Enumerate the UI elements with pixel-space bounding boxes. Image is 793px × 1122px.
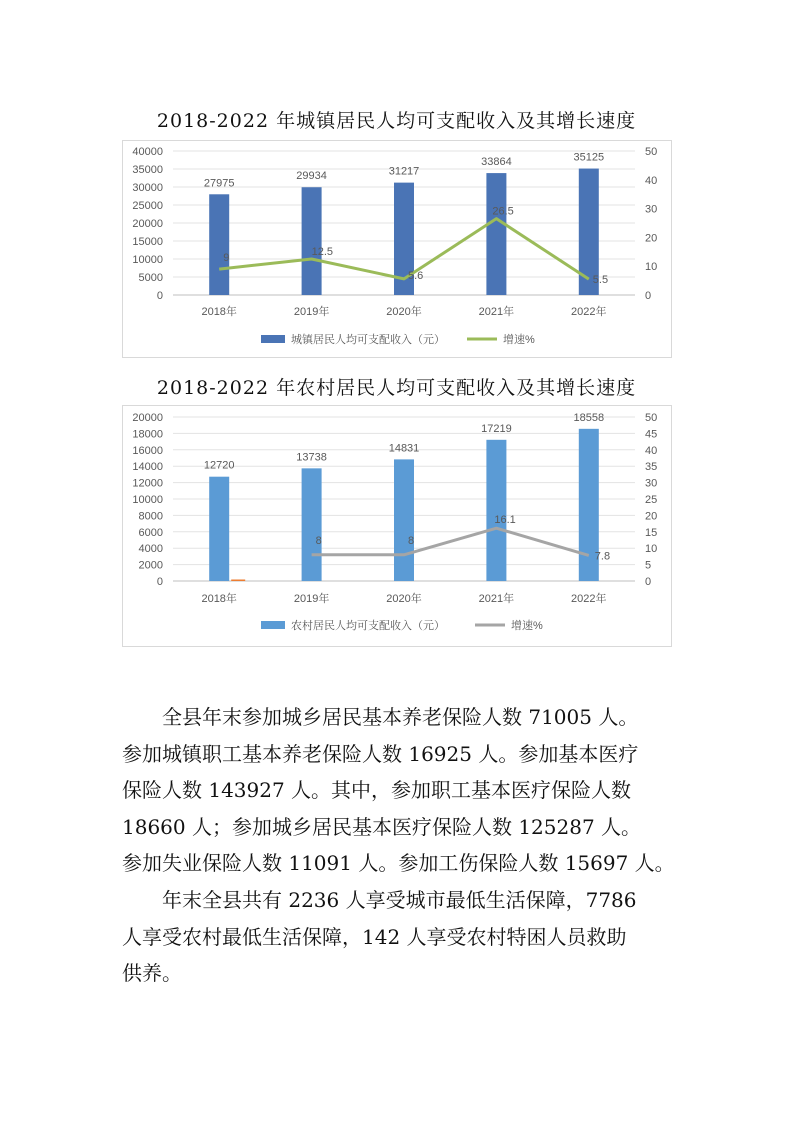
y-tick-label: 20000: [132, 218, 163, 230]
y2-tick-label: 25: [645, 494, 658, 506]
y2-tick-label: 30: [645, 203, 658, 216]
urban-income-chart-svg: [123, 141, 671, 357]
growth-value-label: 8: [408, 534, 415, 547]
y2-tick-label: 5: [645, 559, 652, 572]
paragraph-line: 供养。: [122, 961, 182, 986]
legend-bar-label: 农村居民人均可支配收入（元）: [291, 620, 445, 632]
growth-value-label: 5.5: [592, 274, 609, 287]
income-bar: [486, 173, 506, 295]
y2-tick-label: 35: [645, 461, 658, 474]
bar-value-label: 13738: [296, 451, 327, 464]
bar-value-label: 18558: [573, 411, 605, 424]
y-tick-label: 8000: [138, 510, 163, 523]
rural-income-chart: [122, 405, 672, 647]
y2-tick-label: 40: [645, 174, 658, 187]
x-category-label: 2019年: [293, 306, 330, 318]
y-tick-label: 4000: [138, 543, 163, 556]
bar-value-label: 29934: [296, 170, 327, 183]
y-tick-label: 30000: [132, 182, 163, 194]
income-bar: [486, 440, 506, 581]
paragraph-line: 参加城镇职工基本养老保险人数 16925 人。参加基本医疗: [122, 741, 639, 766]
x-category-label: 2021年: [478, 306, 515, 318]
y-tick-label: 18000: [132, 428, 163, 441]
bar-value-label: 33864: [481, 156, 512, 169]
y-tick-label: 10000: [132, 494, 163, 506]
y-tick-label: 0: [156, 576, 163, 588]
y-tick-label: 12000: [132, 477, 163, 490]
y2-tick-label: 50: [645, 146, 658, 158]
y2-tick-label: 15: [645, 526, 658, 539]
y-tick-label: 15000: [132, 236, 163, 248]
growth-value-label: 5.6: [408, 269, 424, 282]
legend-bar-swatch: [261, 335, 285, 343]
urban-income-chart-title: 2018-2022 年城镇居民人均可支配收入及其增长速度: [156, 110, 637, 132]
y-tick-label: 40000: [132, 146, 163, 158]
x-category-label: 2021年: [478, 593, 515, 605]
rural-income-chart-svg: [123, 406, 671, 646]
x-category-label: 2020年: [386, 306, 422, 318]
y-tick-label: 0: [156, 290, 163, 302]
y2-tick-label: 10: [645, 261, 658, 274]
x-category-label: 2020年: [386, 593, 422, 605]
paragraph-line: 18660 人；参加城乡居民基本医疗保险人数 125287 人。: [122, 814, 642, 839]
bar-value-label: 14831: [388, 442, 420, 455]
y-tick-label: 6000: [138, 526, 163, 539]
y2-tick-label: 0: [645, 576, 652, 588]
insurance-paragraph: [122, 699, 675, 882]
x-category-label: 2022年: [571, 593, 607, 605]
growth-value-label: 26.5: [492, 205, 514, 218]
paragraph-line: 年末全县共有 2236 人享受城市最低生活保障，7786: [122, 888, 637, 912]
x-category-label: 2019年: [293, 593, 330, 605]
subsistence-paragraph: [122, 882, 670, 992]
growth-value-label: 7.8: [594, 550, 611, 563]
y2-tick-label: 30: [645, 477, 658, 490]
y2-tick-label: 10: [645, 543, 658, 556]
bar-value-label: 31217: [388, 165, 420, 178]
growth-value-label: 8: [315, 534, 322, 547]
bar-value-label: 17219: [481, 422, 512, 435]
y-tick-label: 2000: [138, 559, 163, 572]
paragraph-line: 参加失业保险人数 11091 人。参加工伤保险人数 15697 人。: [122, 851, 675, 876]
growth-value-label: 9: [223, 252, 230, 265]
income-bar: [209, 477, 229, 581]
growth-stub-marker: [231, 580, 245, 582]
y-tick-label: 14000: [132, 461, 163, 474]
y-tick-label: 16000: [132, 444, 163, 457]
y-tick-label: 25000: [132, 200, 163, 212]
legend-line-label: 增速%: [503, 334, 535, 346]
y2-tick-label: 40: [645, 444, 658, 457]
y-tick-label: 10000: [132, 254, 163, 266]
y-tick-label: 35000: [132, 164, 163, 176]
income-bar: [302, 468, 322, 581]
y-tick-label: 5000: [138, 272, 163, 284]
income-bar: [394, 459, 414, 581]
paragraph-line: 人享受农村最低生活保障，142 人享受农村特困人员救助: [122, 924, 627, 949]
y2-tick-label: 50: [645, 412, 658, 424]
rural-income-chart-title: 2018-2022 年农村居民人均可支配收入及其增长速度: [156, 377, 637, 399]
y-tick-label: 20000: [132, 412, 163, 424]
y2-tick-label: 20: [645, 510, 658, 523]
y2-tick-label: 20: [645, 232, 658, 245]
bar-value-label: 35125: [573, 151, 605, 164]
bar-value-label: 27975: [203, 177, 235, 190]
urban-income-chart: [122, 140, 672, 358]
paragraph-line: 保险人数 143927 人。其中，参加职工基本医疗保险人数: [122, 778, 632, 803]
y2-tick-label: 0: [645, 290, 652, 302]
paragraph-line: 全县年末参加城乡居民基本养老保险人数 71005 人。: [122, 705, 639, 729]
x-category-label: 2018年: [201, 593, 237, 605]
legend-line-label: 增速%: [511, 620, 543, 632]
income-bar: [302, 187, 322, 295]
x-category-label: 2022年: [571, 306, 607, 318]
y2-tick-label: 45: [645, 428, 658, 441]
income-bar: [209, 194, 229, 295]
x-category-label: 2018年: [201, 306, 237, 318]
growth-value-label: 16.1: [494, 514, 516, 527]
bar-value-label: 12720: [203, 459, 235, 472]
legend-bar-label: 城镇居民人均可支配收入（元）: [291, 334, 445, 346]
growth-value-label: 12.5: [311, 246, 334, 258]
legend-bar-swatch: [261, 621, 285, 629]
